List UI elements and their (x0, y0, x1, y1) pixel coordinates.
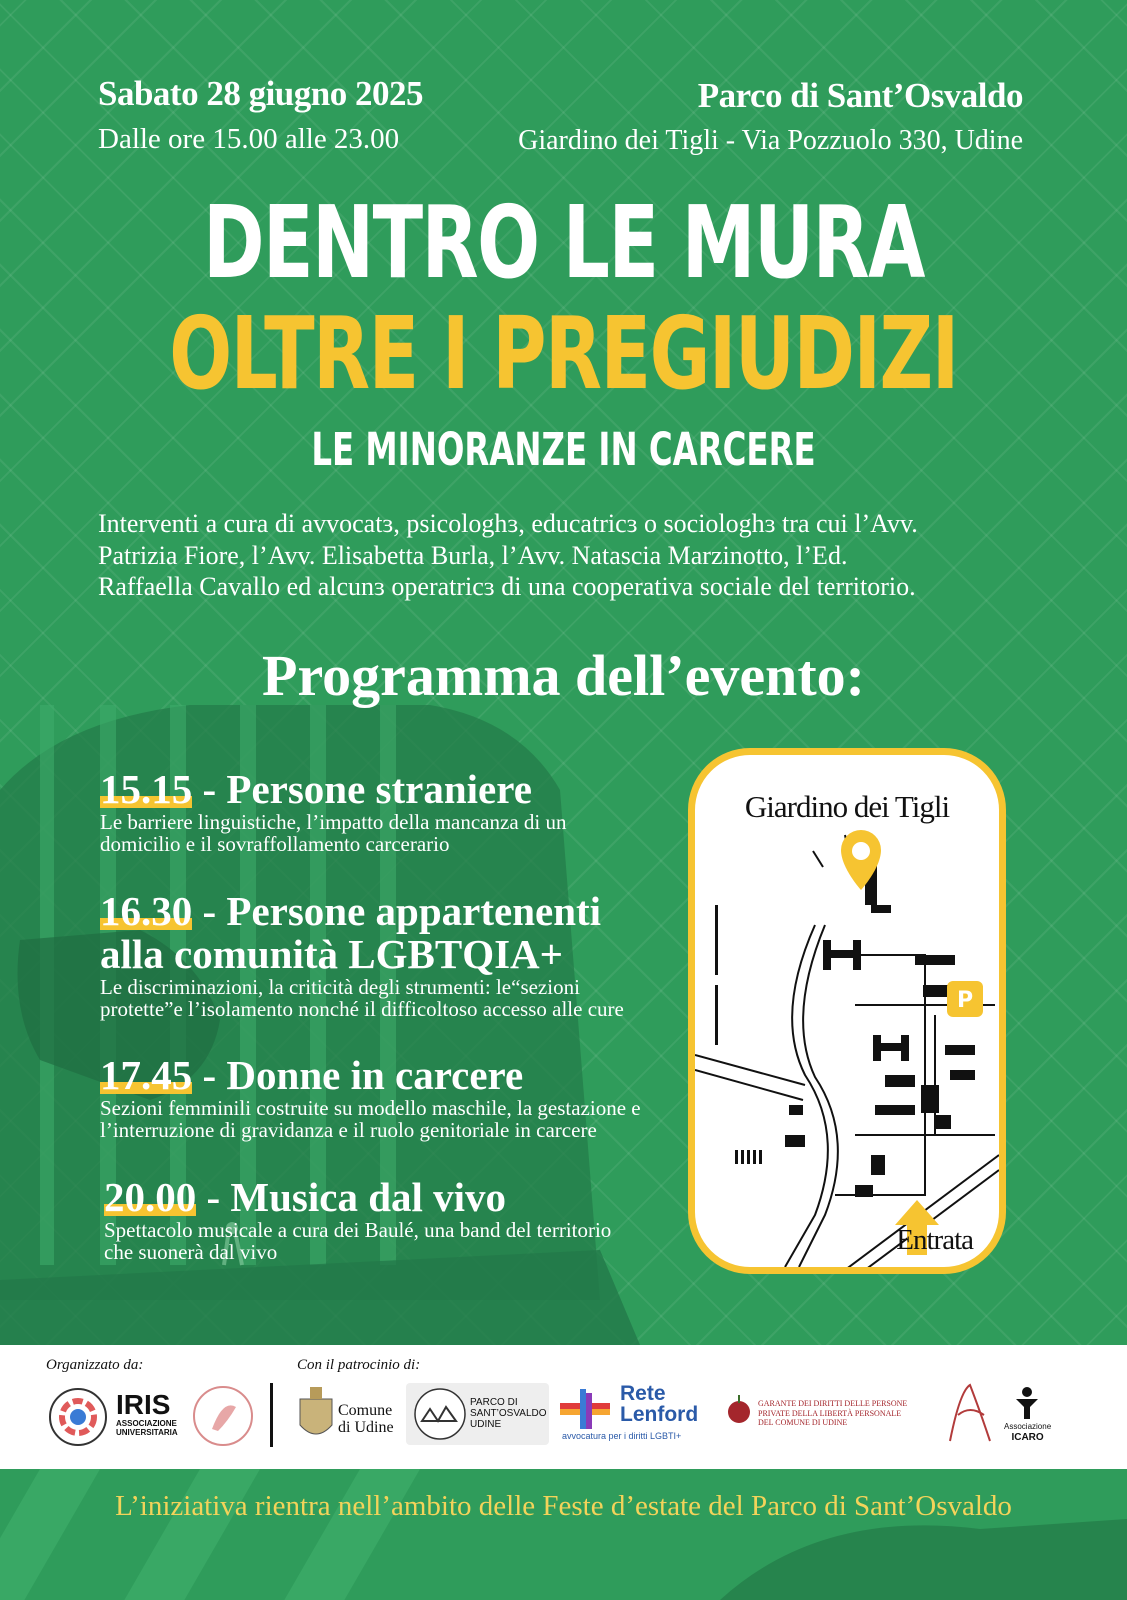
camera-penale-logo (940, 1381, 1000, 1450)
iris-logo-sub: ASSOCIAZIONE UNIVERSITARIA (116, 1419, 178, 1437)
program-item: 17.45 - Donne in carcere Sezioni femminili costruite su modello maschile, la gestazione e l’interruzione di gravidanza e il ruolo genitoriale in carcere (100, 1052, 641, 1143)
event-address: Giardino dei Tigli - Via Pozzuolo 330, Udine (518, 125, 1023, 156)
event-place: Parco di Sant’Osvaldo (697, 76, 1023, 115)
location-map (688, 748, 1006, 1274)
icaro-logo: Associazione ICARO (1004, 1422, 1052, 1443)
map-entrance-label: Entrata (896, 1224, 973, 1256)
program-item: 16.30 - Persone appartenenti alla comunità LGBTQIA+ Le discriminazioni, la criticità degli strumenti: le“sezioni protette”e l’isolamento nonché il difficoltoso accesso alle cure (100, 888, 624, 1022)
event-date: Sabato 28 giugno 2025 (98, 74, 423, 113)
program-description: Sezioni femminili costruite su modello maschile, la gestazione e l’interruzione di gravidanza e il ruolo genitoriale in carcere (100, 1096, 641, 1143)
bottom-band (0, 1469, 1127, 1600)
rete-lenford-icon (560, 1389, 614, 1434)
divider (270, 1383, 273, 1447)
program-title: Programma dell’evento: (262, 643, 865, 708)
program-title: Musica dal vivo (230, 1174, 507, 1220)
event-hours: Dalle ore 15.00 alle 23.00 (98, 123, 400, 155)
program-description: Le discriminazioni, la criticità degli strumenti: le“sezioni protette”e l’isolamento nonché il difficoltoso accesso alle cure (100, 975, 624, 1022)
bottom-note: L’iniziativa rientra nell’ambito delle Feste d’estate del Parco di Sant’Osvaldo (115, 1490, 1012, 1522)
program-description: Spettacolo musicale a cura dei Baulé, una band del territorio che suonerà dal vivo (104, 1218, 612, 1265)
main-title-yellow: OLTRE I PREGIUDIZI (169, 295, 958, 412)
patronage-label: Con il patrocinio di: (297, 1357, 421, 1373)
bottom-decoration (0, 1469, 1127, 1600)
program-title: Persone appartenenti (226, 888, 602, 934)
parco-logo: PARCO DI SANT’OSVALDO UDINE (406, 1383, 549, 1445)
intro-paragraph: Interventi a cura di avvocatɜ, psicologhɜ, educatricɜ o sociologhɜ tra cui l’Avv. Patrizia Fiore, l’Avv. Elisabetta Burla, l’Avv. Natascia Marzinotto, l’Ed. Raffaella Cavallo ed alcunɜ operatricɜ di una cooperativa sociale del territorio. (98, 509, 918, 602)
garante-logo: GARANTE DEI DIRITTI DELLE PERSONE PRIVATE DELLA LIBERTÀ PERSONALE DEL COMUNE DI UDINE (758, 1399, 908, 1428)
iris-logo: IRIS (116, 1389, 171, 1420)
program-time: 16.30 (100, 888, 193, 934)
rete-lenford-logo: Rete Lenford (620, 1382, 699, 1426)
university-seal-logo (48, 1387, 108, 1452)
program-description: Le barriere linguistiche, l’impatto della mancanza di un domicilio e il sovraffollamento carcerario (100, 810, 567, 857)
program-time: 20.00 (104, 1174, 197, 1220)
student-group-logo (192, 1385, 254, 1452)
program-item: 20.00 - Musica dal vivo Spettacolo musicale a cura dei Baulé, una band del territorio che suonerà dal vivo (104, 1174, 612, 1265)
sponsors-footer (0, 1345, 1127, 1469)
organized-by-label: Organizzato da: (46, 1357, 144, 1373)
program-item: 15.15 - Persone straniere Le barriere linguistiche, l’impatto della mancanza di un domicilio e il sovraffollamento carcerario (100, 766, 567, 857)
program-title: Persone straniere (226, 766, 532, 812)
comune-udine-logo: Comune di Udine (338, 1402, 394, 1436)
program-title: Donne in carcere (226, 1052, 524, 1098)
rete-lenford-tagline: avvocatura per i diritti LGBTI+ (562, 1431, 682, 1441)
map-drawing (695, 755, 999, 1267)
subtitle: LE MINORANZE IN CARCERE (311, 423, 816, 476)
comune-udine-crest-icon (296, 1385, 336, 1450)
garante-apple-icon (726, 1395, 752, 1430)
svg-text:P: P (957, 988, 974, 1013)
main-title: DENTRO LE MURA (203, 184, 924, 301)
map-title: Giardino dei Tigli (744, 789, 950, 824)
icaro-figure-icon (1012, 1385, 1042, 1426)
program-time: 17.45 (100, 1052, 193, 1098)
program-time: 15.15 (100, 766, 193, 812)
